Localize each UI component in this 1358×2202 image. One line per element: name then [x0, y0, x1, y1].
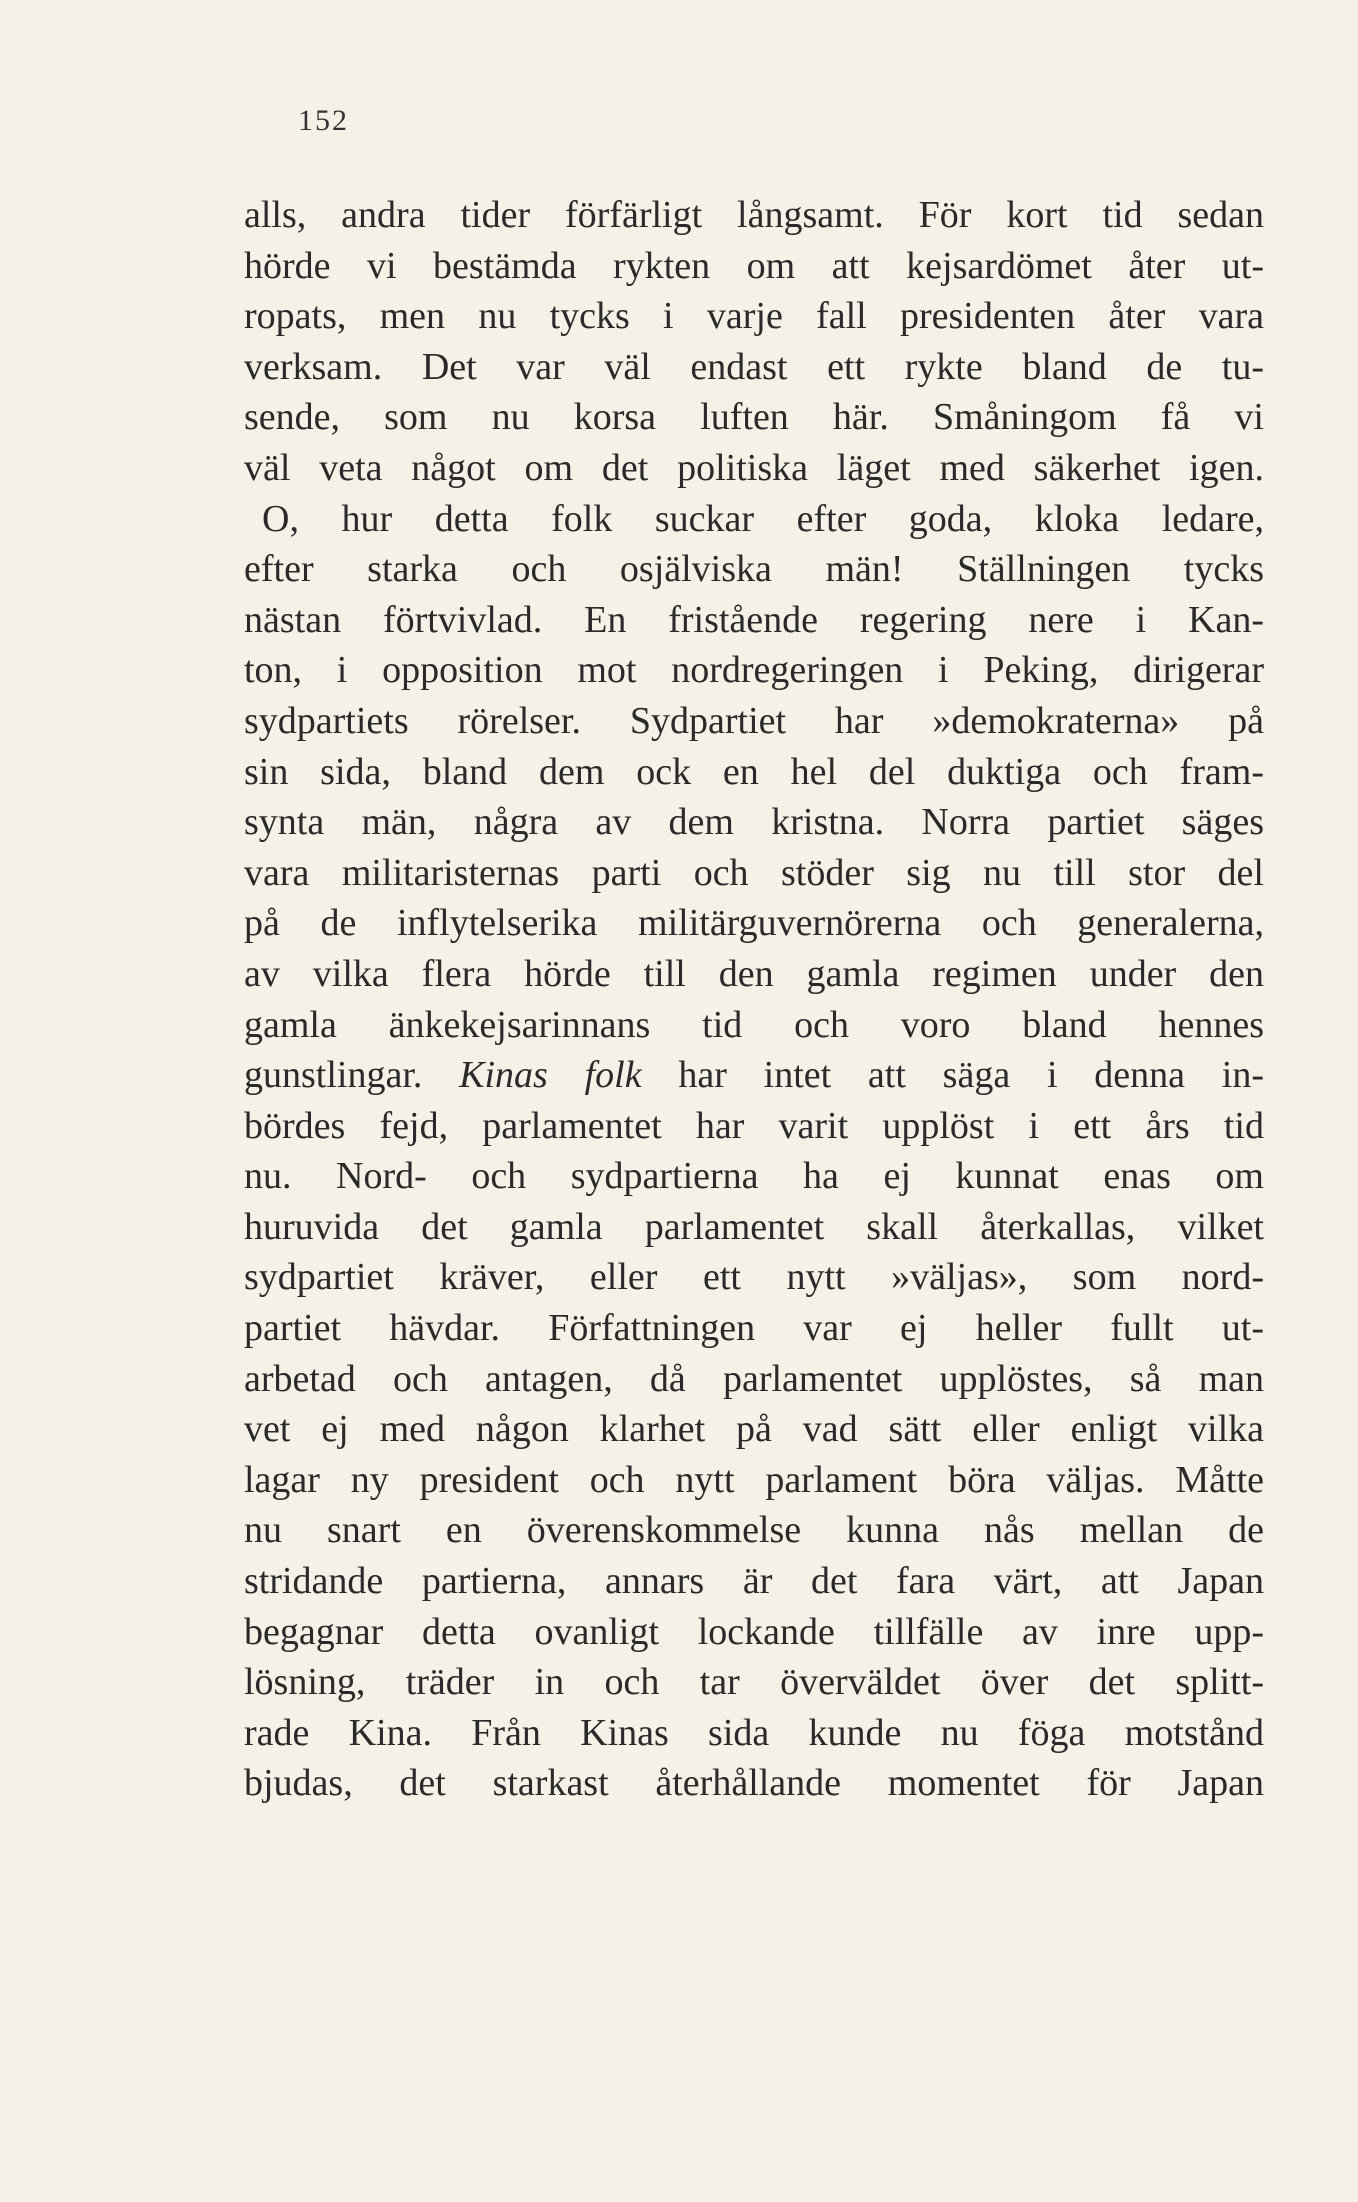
text-line: ropats, men nu tycks i varje fall presidenten åter vara: [244, 295, 1264, 338]
text-line: partiet hävdar. Författningen var ej heller fullt ut-: [244, 1307, 1264, 1350]
text-line: alls, andra tider förfärligt långsamt. För kort tid sedan: [244, 194, 1264, 236]
body-text: [244, 190, 1264, 1809]
text-line: nu. Nord- och sydpartierna ha ej kunnat enas om: [244, 1155, 1264, 1198]
text-line: vara militaristernas parti och stöder sig nu till stor del: [244, 851, 1264, 894]
text-line: synta män, några av dem kristna. Norra partiet säges: [244, 801, 1264, 844]
text-line: sende, som nu korsa luften här. Småningom få vi: [244, 396, 1264, 439]
text-line: huruvida det gamla parlamentet skall återkallas, vilket: [244, 1205, 1264, 1248]
text-line: O, hur detta folk suckar efter goda, kloka ledare,: [262, 497, 1264, 540]
text-line: bördes fejd, parlamentet har varit upplöst i ett års tid: [244, 1104, 1264, 1147]
text-line: lagar ny president och nytt parlament böra väljas. Måtte: [244, 1458, 1264, 1501]
text-line: ton, i opposition mot nordregeringen i Peking, dirigerar: [244, 649, 1264, 692]
text-line: sin sida, bland dem ock en hel del duktiga och fram-: [244, 750, 1264, 793]
text-line: sydpartiet kräver, eller ett nytt »väljas», som nord-: [244, 1256, 1264, 1299]
text-line: på de inflytelserika militärguvernörerna och generalerna,: [244, 902, 1264, 945]
page-number: 152: [298, 104, 349, 137]
italic-phrase: Kinas folk: [459, 1054, 642, 1097]
text-line: begagnar detta ovanligt lockande tillfälle av inre upp-: [244, 1610, 1264, 1653]
text-line: sydpartiets rörelser. Sydpartiet har »demokraterna» på: [244, 699, 1264, 742]
text-line: bjudas, det starkast återhållande momentet för Japan: [244, 1762, 1264, 1805]
text-segment: gunstlingar.: [244, 1054, 460, 1097]
text-line: arbetad och antagen, då parlamentet upplöstes, så man: [244, 1357, 1264, 1400]
text-line: verksam. Det var väl endast ett rykte bland de tu-: [244, 345, 1264, 388]
text-line: hörde vi bestämda rykten om att kejsardömet åter ut-: [244, 244, 1264, 287]
text-line: gamla änkekejsarinnans tid och voro bland hennes: [244, 1003, 1264, 1046]
text-line: nu snart en överenskommelse kunna nås mellan de: [244, 1509, 1264, 1552]
text-line: väl veta något om det politiska läget med säkerhet igen.: [244, 446, 1264, 489]
text-line: nästan förtvivlad. En fristående regering nere i Kan-: [244, 598, 1264, 641]
text-line: lösning, träder in och tar överväldet över det splitt-: [244, 1661, 1264, 1704]
text-line: av vilka flera hörde till den gamla regimen under den: [244, 952, 1264, 995]
text-line: rade Kina. Från Kinas sida kunde nu föga motstånd: [244, 1711, 1264, 1754]
text-line: [244, 1050, 1264, 1101]
text-line: stridande partierna, annars är det fara värt, att Japan: [244, 1560, 1264, 1603]
text-line: vet ej med någon klarhet på vad sätt eller enligt vilka: [244, 1408, 1264, 1451]
text-line: efter starka och osjälviska män! Ställningen tycks: [244, 548, 1264, 591]
text-segment: har intet att säga i denna in-: [641, 1054, 1264, 1097]
